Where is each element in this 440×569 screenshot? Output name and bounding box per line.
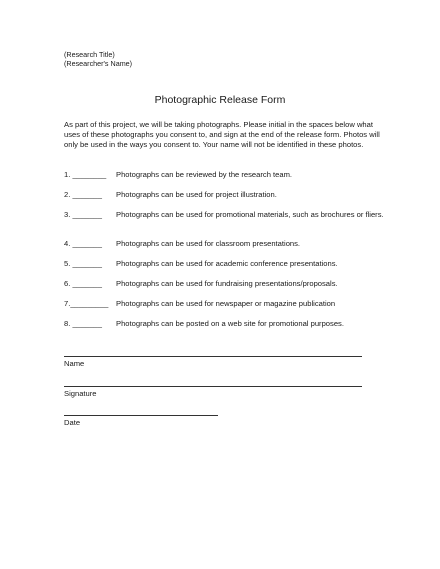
name-line[interactable] <box>64 356 362 357</box>
signature-label: Signature <box>64 389 97 398</box>
consent-text-4: Photographs can be used for classroom presentations. <box>116 239 301 248</box>
initial-blank-3[interactable]: 3. _______ <box>64 210 103 219</box>
consent-text-8: Photographs can be posted on a web site for promotional purposes. <box>116 319 344 328</box>
consent-text-1: Photographs can be reviewed by the research team. <box>116 170 293 179</box>
research-title: (Research Title) <box>64 50 115 59</box>
researcher-name: (Researcher's Name) <box>64 59 133 68</box>
initial-blank-8[interactable]: 8. _______ <box>64 319 103 328</box>
consent-item-5 <box>64 259 384 269</box>
consent-item-3 <box>64 210 384 220</box>
page-title: Photographic Release Form <box>154 94 286 106</box>
date-line[interactable] <box>64 415 218 416</box>
initial-blank-6[interactable]: 6. _______ <box>64 279 103 288</box>
consent-item-1 <box>64 170 384 180</box>
consent-item-8 <box>64 319 384 329</box>
consent-item-4 <box>64 239 384 249</box>
intro-paragraph: As part of this project, we will be taking photographs. Please initial in the spaces below what uses of these photographs you consent to, and sign at the end of the release form. Photos will only be used in the ways you consent to. Your name will not be identified in these photos. <box>64 120 380 149</box>
signature-line[interactable] <box>64 386 362 387</box>
consent-text-7: Photographs can be used for newspaper or magazine publication <box>116 299 336 308</box>
consent-text-6: Photographs can be used for fundraising presentations/proposals. <box>116 279 338 288</box>
initial-blank-7[interactable]: 7._________ <box>64 299 109 308</box>
name-label: Name <box>64 359 85 368</box>
initial-blank-1[interactable]: 1. ________ <box>64 170 107 179</box>
consent-item-6 <box>64 279 384 289</box>
initial-blank-4[interactable]: 4. _______ <box>64 239 103 248</box>
consent-item-7 <box>64 299 384 309</box>
consent-text-3: Photographs can be used for promotional materials, such as brochures or fliers. <box>116 210 384 219</box>
consent-text-5: Photographs can be used for academic conference presentations. <box>116 259 338 268</box>
consent-item-2 <box>64 190 384 200</box>
form-header <box>64 50 132 68</box>
initial-blank-2[interactable]: 2. _______ <box>64 190 103 199</box>
date-label: Date <box>64 418 81 427</box>
initial-blank-5[interactable]: 5. _______ <box>64 259 103 268</box>
consent-text-2: Photographs can be used for project illustration. <box>116 190 277 199</box>
